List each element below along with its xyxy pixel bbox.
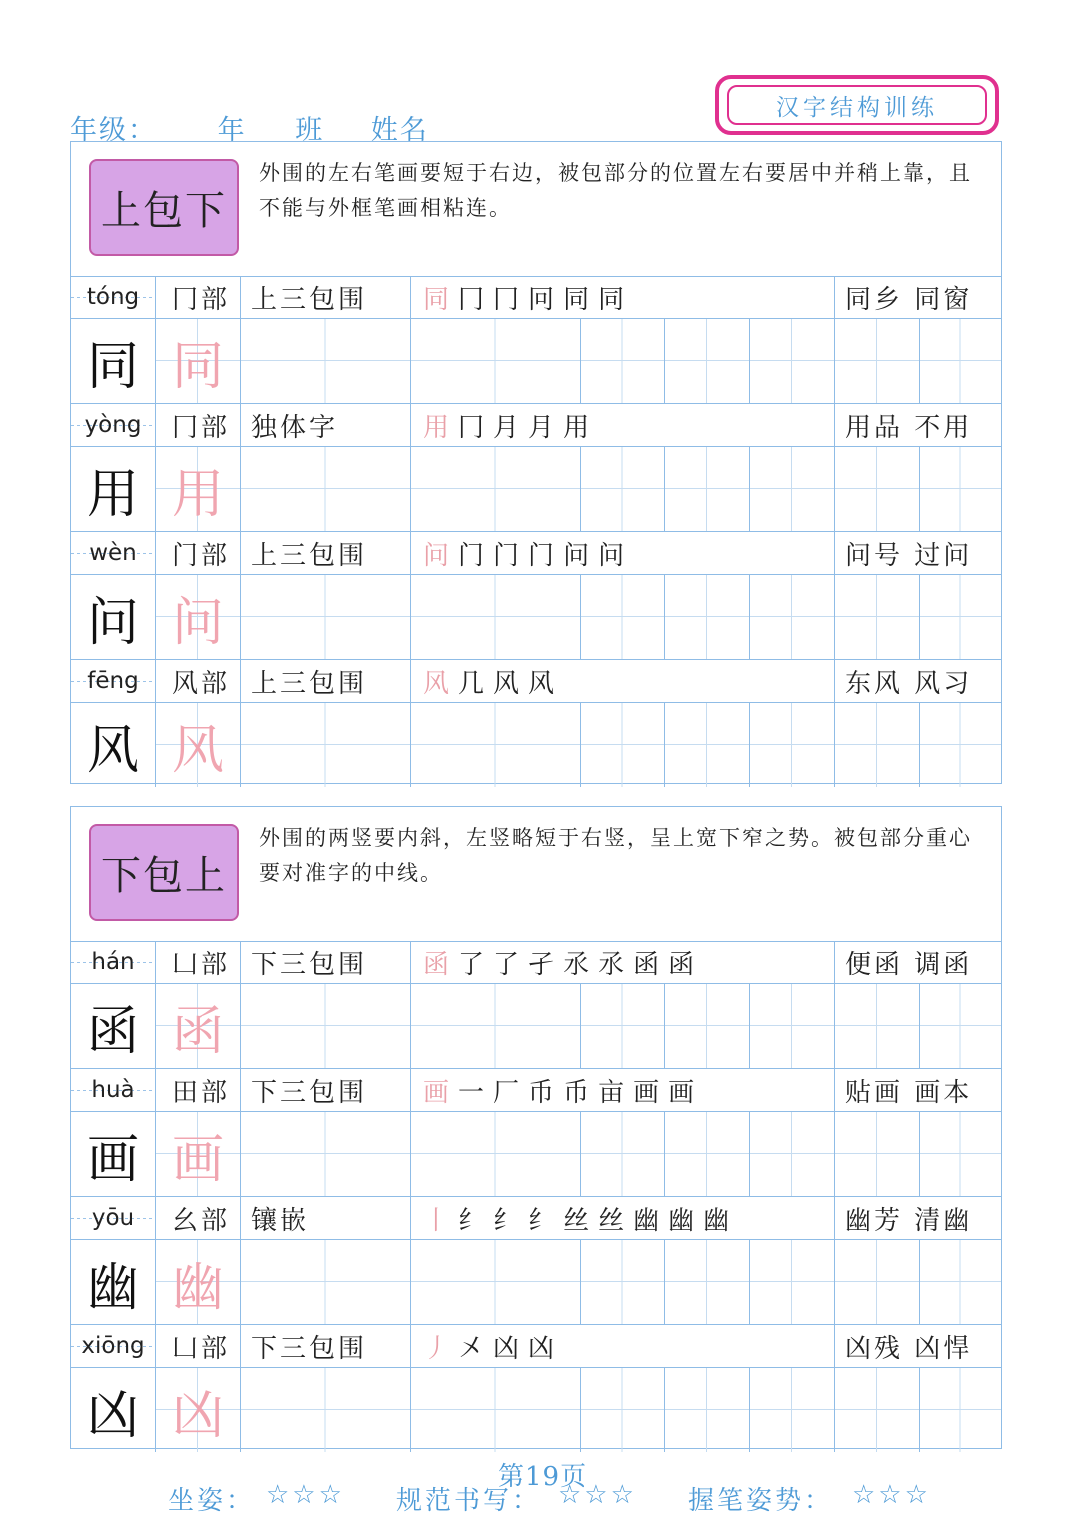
practice-grid-row bbox=[71, 575, 1001, 660]
model-character: 凶 bbox=[86, 1385, 139, 1446]
structure-badge: 下包上 bbox=[89, 824, 239, 921]
stroke-step: 同 bbox=[423, 284, 459, 315]
page-number: 第19页 bbox=[498, 1462, 588, 1492]
trace-character: 问 bbox=[155, 575, 240, 659]
practice-box[interactable] bbox=[834, 447, 919, 531]
practice-box[interactable] bbox=[664, 703, 749, 787]
example-words: 幽芳 清幽 bbox=[834, 1197, 1001, 1239]
char-info-row bbox=[71, 660, 1001, 703]
practice-box[interactable] bbox=[919, 1112, 1001, 1196]
practice-box[interactable] bbox=[919, 1240, 1001, 1324]
pinyin: yōu bbox=[71, 1197, 155, 1239]
writing-stars[interactable]: ☆☆☆ bbox=[558, 1480, 637, 1510]
radical: 风部 bbox=[155, 660, 240, 702]
practice-box[interactable] bbox=[580, 1240, 664, 1324]
practice-grid-row bbox=[71, 1240, 1001, 1325]
worksheet-title: 汉字结构训练 bbox=[727, 85, 987, 125]
practice-box[interactable] bbox=[834, 1240, 919, 1324]
stroke-step: 幽 bbox=[633, 1205, 669, 1236]
example-words: 便函 调函 bbox=[834, 941, 1001, 983]
radical: 门部 bbox=[155, 532, 240, 574]
practice-grid-row bbox=[71, 984, 1001, 1069]
stroke-step: 同 bbox=[563, 284, 599, 315]
practice-box[interactable] bbox=[580, 447, 664, 531]
structure-type: 下三包围 bbox=[240, 1069, 410, 1111]
model-character: 用 bbox=[86, 464, 139, 525]
stroke-step: 厂 bbox=[493, 1077, 529, 1108]
pinyin: fēng bbox=[71, 660, 155, 702]
stroke-step: 几 bbox=[458, 668, 494, 699]
practice-box[interactable] bbox=[834, 1368, 919, 1452]
stroke-step: 一 bbox=[458, 1077, 494, 1108]
practice-box[interactable] bbox=[749, 1368, 834, 1452]
sitting-stars[interactable]: ☆☆☆ bbox=[266, 1480, 345, 1510]
pinyin: wèn bbox=[71, 532, 155, 574]
structure-type: 镶嵌 bbox=[240, 1197, 410, 1239]
practice-box[interactable] bbox=[834, 984, 919, 1068]
trace-character: 幽 bbox=[155, 1240, 240, 1324]
practice-box[interactable] bbox=[580, 319, 664, 403]
char-info-row bbox=[71, 1069, 1001, 1112]
stroke-step: 了 bbox=[493, 949, 529, 980]
practice-box[interactable] bbox=[749, 575, 834, 659]
practice-box[interactable] bbox=[410, 703, 580, 787]
stroke-step: 风 bbox=[528, 668, 564, 699]
practice-box[interactable] bbox=[919, 575, 1001, 659]
char-info-row bbox=[71, 276, 1001, 319]
practice-box[interactable] bbox=[749, 703, 834, 787]
stroke-step: 函 bbox=[633, 949, 669, 980]
practice-box[interactable] bbox=[240, 703, 410, 787]
stroke-step: 月 bbox=[528, 412, 564, 443]
stroke-step: 幽 bbox=[703, 1205, 739, 1236]
stroke-step: 亩 bbox=[598, 1077, 634, 1108]
practice-box[interactable] bbox=[749, 1112, 834, 1196]
model-character: 函 bbox=[86, 1001, 139, 1062]
practice-box[interactable] bbox=[664, 1112, 749, 1196]
structure-type: 上三包围 bbox=[240, 276, 410, 318]
structure-badge: 上包下 bbox=[89, 159, 239, 256]
char-info-row bbox=[71, 1325, 1001, 1368]
structure-description: 外围的左右笔画要短于右边，被包部分的位置左右要居中并稍上靠，且不能与外框笔画相粘连。 bbox=[259, 161, 972, 220]
char-info-row bbox=[71, 404, 1001, 447]
stroke-step: 用 bbox=[563, 412, 599, 443]
practice-box[interactable] bbox=[664, 1240, 749, 1324]
stroke-step: 门 bbox=[458, 540, 494, 571]
pinyin: tóng bbox=[71, 276, 155, 318]
practice-box[interactable] bbox=[580, 1112, 664, 1196]
stroke-step: 丿 bbox=[423, 1333, 459, 1364]
practice-box[interactable] bbox=[240, 1240, 410, 1324]
practice-box[interactable] bbox=[410, 984, 580, 1068]
character-rows bbox=[71, 941, 1001, 1452]
pinyin: yòng bbox=[71, 404, 155, 446]
practice-box[interactable] bbox=[410, 1112, 580, 1196]
grade-label: 年级： bbox=[70, 115, 157, 146]
section-top bbox=[70, 141, 1002, 784]
grip-label: 握笔姿势： bbox=[688, 1486, 834, 1516]
practice-box[interactable] bbox=[834, 1112, 919, 1196]
stroke-step: 冂 bbox=[458, 412, 494, 443]
name-label: 姓名 bbox=[370, 115, 429, 146]
stroke-order bbox=[410, 660, 834, 702]
practice-box[interactable] bbox=[919, 1368, 1001, 1452]
stroke-step: 画 bbox=[633, 1077, 669, 1108]
practice-box[interactable] bbox=[410, 447, 580, 531]
char-info-row bbox=[71, 941, 1001, 984]
year-label: 年 bbox=[217, 115, 247, 146]
stroke-step: 函 bbox=[423, 949, 459, 980]
worksheet-title-frame bbox=[715, 75, 999, 135]
practice-box[interactable] bbox=[749, 447, 834, 531]
practice-box[interactable] bbox=[749, 1240, 834, 1324]
pinyin: xiōng bbox=[71, 1325, 155, 1367]
stroke-step: 门 bbox=[528, 540, 564, 571]
model-character: 问 bbox=[86, 592, 139, 653]
structure-type: 上三包围 bbox=[240, 532, 410, 574]
practice-box[interactable] bbox=[580, 703, 664, 787]
practice-box[interactable] bbox=[919, 984, 1001, 1068]
character-rows bbox=[71, 276, 1001, 787]
practice-box[interactable] bbox=[240, 984, 410, 1068]
stroke-step: 问 bbox=[423, 540, 459, 571]
practice-box[interactable] bbox=[664, 575, 749, 659]
structure-type: 下三包围 bbox=[240, 1325, 410, 1367]
practice-box[interactable] bbox=[834, 703, 919, 787]
stroke-step: 画 bbox=[668, 1077, 704, 1108]
practice-box[interactable] bbox=[919, 319, 1001, 403]
practice-box[interactable] bbox=[580, 1368, 664, 1452]
radical: 凵部 bbox=[155, 941, 240, 983]
practice-box[interactable] bbox=[919, 703, 1001, 787]
practice-box[interactable] bbox=[919, 447, 1001, 531]
practice-grid-row bbox=[71, 703, 1001, 787]
stroke-step: 幽 bbox=[668, 1205, 704, 1236]
practice-box[interactable] bbox=[664, 447, 749, 531]
structure-type: 上三包围 bbox=[240, 660, 410, 702]
evaluation-footer bbox=[0, 1480, 1080, 1520]
grip-stars[interactable]: ☆☆☆ bbox=[852, 1480, 931, 1510]
practice-box[interactable] bbox=[580, 984, 664, 1068]
stroke-step: 纟 bbox=[528, 1205, 564, 1236]
example-words: 贴画 画本 bbox=[834, 1069, 1001, 1111]
stroke-order bbox=[410, 1325, 834, 1367]
practice-box[interactable] bbox=[749, 984, 834, 1068]
model-character: 风 bbox=[86, 720, 139, 781]
example-words: 东风 风习 bbox=[834, 660, 1001, 702]
stroke-step: 纟 bbox=[458, 1205, 494, 1236]
model-character: 幽 bbox=[86, 1257, 139, 1318]
example-words: 凶残 凶悍 bbox=[834, 1325, 1001, 1367]
example-words: 同乡 同窗 bbox=[834, 276, 1001, 318]
stroke-step: 孑 bbox=[528, 949, 564, 980]
practice-grid-row bbox=[71, 1368, 1001, 1452]
class-label: 班 bbox=[295, 115, 325, 146]
structure-type: 下三包围 bbox=[240, 941, 410, 983]
stroke-step: 冂 bbox=[458, 284, 494, 315]
stroke-step: 凶 bbox=[493, 1333, 529, 1364]
writing-label: 规范书写： bbox=[396, 1486, 542, 1516]
radical: 冂部 bbox=[155, 276, 240, 318]
trace-character: 画 bbox=[155, 1112, 240, 1196]
stroke-step: 风 bbox=[493, 668, 529, 699]
stroke-step: 函 bbox=[668, 949, 704, 980]
stroke-step: 丝 bbox=[563, 1205, 599, 1236]
practice-grid-row bbox=[71, 447, 1001, 532]
stroke-step: 门 bbox=[493, 540, 529, 571]
stroke-step: 币 bbox=[563, 1077, 599, 1108]
practice-box[interactable] bbox=[834, 319, 919, 403]
stroke-step: 氶 bbox=[598, 949, 634, 980]
pinyin: hán bbox=[71, 941, 155, 983]
stroke-order bbox=[410, 1197, 834, 1239]
practice-box[interactable] bbox=[240, 575, 410, 659]
stroke-order bbox=[410, 941, 834, 983]
example-words: 用品 不用 bbox=[834, 404, 1001, 446]
stroke-order bbox=[410, 276, 834, 318]
practice-box[interactable] bbox=[240, 319, 410, 403]
model-character: 画 bbox=[86, 1129, 139, 1190]
model-character: 同 bbox=[86, 336, 139, 397]
stroke-order bbox=[410, 1069, 834, 1111]
stroke-step: 画 bbox=[423, 1077, 459, 1108]
trace-character: 凶 bbox=[155, 1368, 240, 1452]
practice-box[interactable] bbox=[664, 984, 749, 1068]
section-intro bbox=[71, 142, 1001, 277]
trace-character: 用 bbox=[155, 447, 240, 531]
stroke-step: 㐅 bbox=[458, 1333, 494, 1364]
stroke-step: 风 bbox=[423, 668, 459, 699]
stroke-step: 纟 bbox=[493, 1205, 529, 1236]
stroke-step: 了 bbox=[458, 949, 494, 980]
section-bottom bbox=[70, 806, 1002, 1449]
practice-box[interactable] bbox=[664, 319, 749, 403]
stroke-step: 冂 bbox=[493, 284, 529, 315]
practice-grid-row bbox=[71, 1112, 1001, 1197]
pinyin: huà bbox=[71, 1069, 155, 1111]
practice-box[interactable] bbox=[749, 319, 834, 403]
section-intro bbox=[71, 807, 1001, 942]
stroke-step: 月 bbox=[493, 412, 529, 443]
stroke-step: 氶 bbox=[563, 949, 599, 980]
radical: 冂部 bbox=[155, 404, 240, 446]
stroke-step: 同 bbox=[598, 284, 634, 315]
stroke-step: 丨 bbox=[423, 1205, 459, 1236]
radical: 幺部 bbox=[155, 1197, 240, 1239]
trace-character: 同 bbox=[155, 319, 240, 403]
stroke-step: 丝 bbox=[598, 1205, 634, 1236]
example-words: 问号 过问 bbox=[834, 532, 1001, 574]
trace-character: 风 bbox=[155, 703, 240, 787]
sitting-label: 坐姿： bbox=[168, 1486, 256, 1516]
practice-box[interactable] bbox=[240, 1368, 410, 1452]
stroke-step: 币 bbox=[528, 1077, 564, 1108]
stroke-step: 问 bbox=[598, 540, 634, 571]
practice-box[interactable] bbox=[410, 319, 580, 403]
radical: 凵部 bbox=[155, 1325, 240, 1367]
stroke-step: 问 bbox=[563, 540, 599, 571]
radical: 田部 bbox=[155, 1069, 240, 1111]
practice-box[interactable] bbox=[410, 1240, 580, 1324]
practice-box[interactable] bbox=[834, 575, 919, 659]
stroke-step: 冋 bbox=[528, 284, 564, 315]
practice-box[interactable] bbox=[240, 447, 410, 531]
char-info-row bbox=[71, 532, 1001, 575]
structure-description: 外围的两竖要内斜，左竖略短于右竖，呈上宽下窄之势。被包部分重心要对准字的中线。 bbox=[259, 826, 972, 885]
stroke-order bbox=[410, 404, 834, 446]
practice-box[interactable] bbox=[664, 1368, 749, 1452]
practice-box[interactable] bbox=[410, 575, 580, 659]
structure-type: 独体字 bbox=[240, 404, 410, 446]
practice-box[interactable] bbox=[410, 1368, 580, 1452]
practice-grid-row bbox=[71, 319, 1001, 404]
practice-box[interactable] bbox=[580, 575, 664, 659]
stroke-step: 凶 bbox=[528, 1333, 564, 1364]
trace-character: 函 bbox=[155, 984, 240, 1068]
stroke-order bbox=[410, 532, 834, 574]
char-info-row bbox=[71, 1197, 1001, 1240]
practice-box[interactable] bbox=[240, 1112, 410, 1196]
stroke-step: 用 bbox=[423, 412, 459, 443]
